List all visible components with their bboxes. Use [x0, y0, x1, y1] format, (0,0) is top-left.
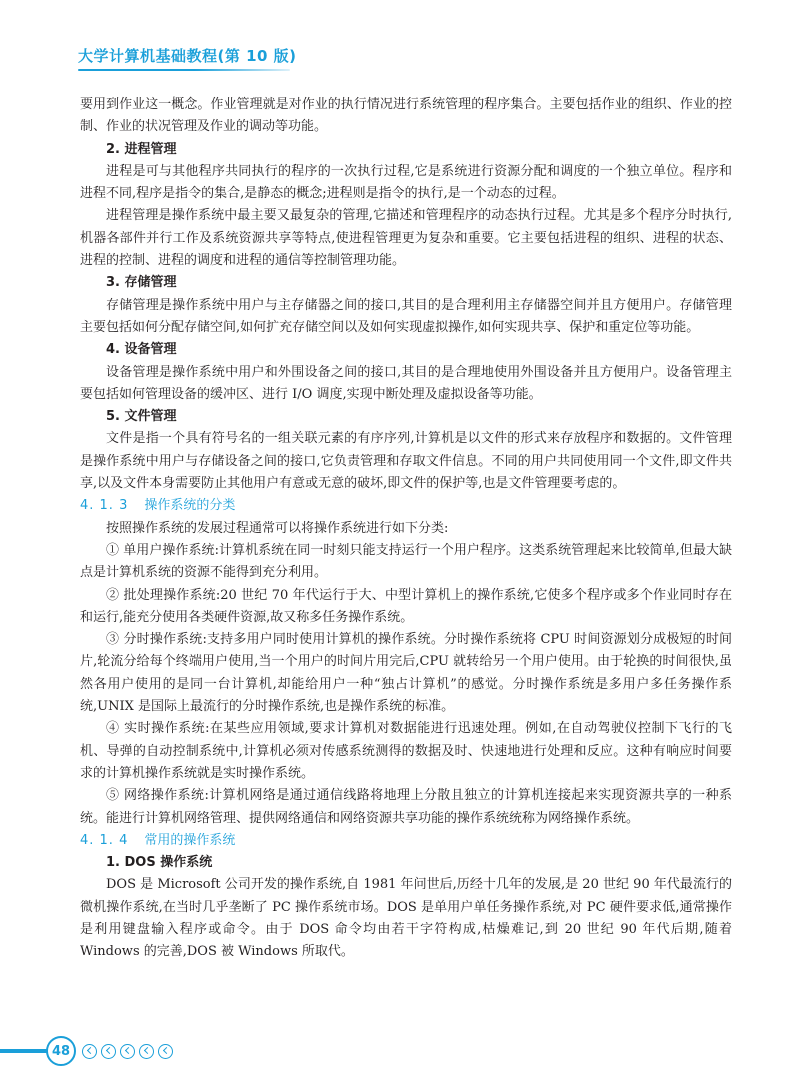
- paragraph: 进程管理是操作系统中最主要又最复杂的管理,它描述和管理程序的动态执行过程。尤其是多个程序分时执行,机器各部件并行工作及系统资源共享等特点,使进程管理更为复杂和重要。它主要包括进程的组织、进程的状态、进程的控制、进程的调度和进程的通信等控制管理功能。: [80, 208, 732, 269]
- subheading-process-management: 2. 进程管理: [106, 141, 177, 157]
- footer-nav-ornament: [82, 1044, 173, 1059]
- paragraph: 存储管理是操作系统中用户与主存储器之间的接口,其目的是合理利用主存储器空间并且方便用户。存储管理主要包括如何分配存储空间,如何扩充存储空间以及如何实现虚拟操作,如何实现共享、保护和重定位等功能。: [80, 297, 732, 335]
- paragraph: 文件是指一个具有符号名的一组关联元素的有序序列,计算机是以文件的形式来存放程序和数据的。文件管理是操作系统中用户与存储设备之间的接口,它负责管理和存取文件信息。不同的用户共同使用同一个文件,即文件共享,以及文件本身需要防止其他用户有意或无意的破坏,即文件的保护等,也是文件管理要考虑的。: [80, 431, 732, 492]
- paragraph: 进程是可与其他程序共同执行的程序的一次执行过程,它是系统进行资源分配和调度的一个独立单位。程序和进程不同,程序是指令的集合,是静态的概念;进程则是指令的执行,是一个动态的过程。: [80, 163, 732, 202]
- paragraph: 设备管理是操作系统中用户和外围设备之间的接口,其目的是合理地使用外围设备并且方便用户。设备管理主要包括如何管理设备的缓冲区、进行 I/O 调度,实现中断处理及虚拟设备等功能。: [80, 364, 732, 402]
- section-title: 常用的操作系统: [144, 832, 236, 848]
- paragraph: 按照操作系统的发展过程通常可以将操作系统进行如下分类:: [106, 520, 449, 536]
- chevron-left-icon: [101, 1044, 116, 1059]
- chevron-left-icon: [139, 1044, 154, 1059]
- chevron-left-icon: [158, 1044, 173, 1059]
- list-item: ③ 分时操作系统:支持多用户同时使用计算机的操作系统。分时操作系统将 CPU 时间资源划分成极短的时间片,轮流分给每个终端用户使用,当一个用户的时间片用完后,CPU 就转给另一个用户使用。由于轮换的时间很快,虽然各用户使用的是同一台计算机,却能给用户一种“独占计算机”的感觉。分时操作系统是多用户多任务操作系统,UNIX 是国际上最流行的分时操作系统,也是操作系统的标准。: [80, 632, 732, 715]
- section-title: 操作系统的分类: [144, 498, 236, 514]
- page-footer: [51, 1036, 173, 1066]
- book-title: 大学计算机基础教程(第 10 版): [78, 47, 297, 65]
- paragraph: 要用到作业这一概念。作业管理就是对作业的执行情况进行系统管理的程序集合。主要包括作业的组织、作业的控制、作业的状况管理及作业的调动等功能。: [80, 97, 732, 135]
- subheading-storage-management: 3. 存储管理: [106, 275, 177, 291]
- list-item: ① 单用户操作系统:计算机系统在同一时刻只能支持运行一个用户程序。这类系统管理起来比较简单,但最大缺点是计算机系统的资源不能得到充分利用。: [80, 542, 732, 581]
- section-number: 4. 1. 3: [80, 498, 129, 514]
- page-body: [80, 94, 732, 964]
- subheading-dos: 1. DOS 操作系统: [106, 855, 213, 871]
- section-number: 4. 1. 4: [80, 832, 129, 848]
- list-item: ⑤ 网络操作系统:计算机网络是通过通信线路将地理上分散且独立的计算机连接起来实现资源共享的一种系统。能进行计算机网络管理、提供网络通信和网络资源共享功能的操作系统统称为网络操作系统。: [80, 788, 732, 826]
- chevron-left-icon: [120, 1044, 135, 1059]
- subheading-file-management: 5. 文件管理: [106, 409, 177, 425]
- page-number: 48: [46, 1036, 76, 1066]
- section-heading-4-1-4: [80, 830, 732, 852]
- list-item: ② 批处理操作系统:20 世纪 70 年代运行于大、中型计算机上的操作系统,它使多个程序或多个作业同时存在和运行,能充分使用各类硬件资源,故又称多任务操作系统。: [80, 587, 732, 625]
- chevron-left-icon: [82, 1044, 97, 1059]
- running-header: [78, 46, 297, 71]
- header-underline: [78, 69, 290, 71]
- section-heading-4-1-3: [80, 495, 732, 517]
- list-item: ④ 实时操作系统:在某些应用领域,要求计算机对数据能进行迅速处理。例如,在自动驾驶仪控制下飞行的飞机、导弹的自动控制系统中,计算机必须对传感系统测得的数据及时、快速地进行处理和反应。这种有响应时间要求的计算机操作系统就是实时操作系统。: [80, 721, 732, 781]
- paragraph: DOS 是 Microsoft 公司开发的操作系统,自 1981 年问世后,历经十几年的发展,是 20 世纪 90 年代最流行的微机操作系统,在当时几乎垄断了 PC 操作系统市场。DOS 是单用户单任务操作系统,对 PC 硬件要求低,通常操作是利用键盘输入程序或命令。由于 DOS 命令均由若干字符构成,枯燥难记,到 20 世纪 90 年代后期,随着 Windows 的完善,DOS 被 Windows 所取代。: [80, 877, 732, 960]
- subheading-device-management: 4. 设备管理: [106, 342, 177, 358]
